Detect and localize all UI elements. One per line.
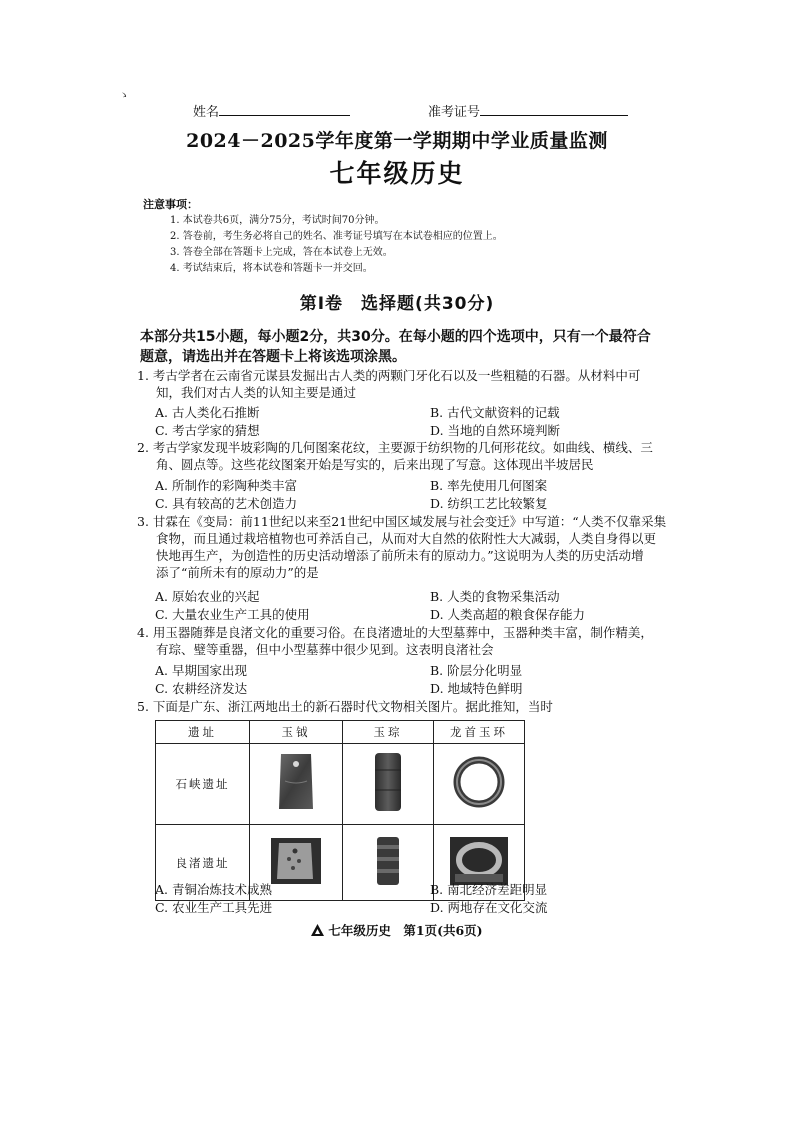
question-3-option-d[interactable]: D. 人类高超的粮食保存能力 <box>430 607 586 622</box>
dragon-jade-ring-image <box>434 744 525 825</box>
stem-line: 1. 考古学者在云南省元谋县发掘出古人类的两颗门牙化石以及一些粗糙的石器。从材料中可 <box>137 368 641 383</box>
relic-table <box>155 720 525 901</box>
question-5-option-a[interactable]: A. 青铜冶炼技术成熟 <box>155 882 272 897</box>
footer-text: 七年级历史 第1页(共6页) <box>328 923 483 938</box>
notes-title: 注意事项： <box>143 198 198 211</box>
stem-line: 添了“前所未有的原动力”的是 <box>156 565 319 580</box>
name-field <box>193 101 350 120</box>
question-4-option-a[interactable]: A. 早期国家出现 <box>155 663 247 678</box>
stem-line: 快地再生产，为创造性的历史活动增添了前所未有的原动力。”这说明为人类的历史活动增 <box>156 548 644 563</box>
question-2-option-b[interactable]: B. 率先使用几何图案 <box>430 478 548 493</box>
table-row <box>156 744 525 825</box>
question-3-option-a[interactable]: A. 原始农业的兴起 <box>155 589 260 604</box>
note-item: 4. 考试结束后，将本试卷和答题卡一并交回。 <box>170 263 373 274</box>
stem-line: 3. 甘霖在《变局：前11世纪以来至21世纪中国区域发展与社会变迁》中写道：“人类不仅靠采集 <box>137 514 667 529</box>
exam-id-blank[interactable] <box>480 102 628 116</box>
corner-mark: ゝ <box>118 88 131 102</box>
question-1-option-b[interactable]: B. 古代文献资料的记载 <box>430 405 560 420</box>
site-name: 良渚遗址 <box>156 825 250 901</box>
question-1-option-d[interactable]: D. 当地的自然环境判断 <box>430 423 561 438</box>
section-title: 第Ⅰ卷 选择题(共30分) <box>299 294 495 314</box>
table-header: 遗址 <box>156 721 250 744</box>
question-1-option-c[interactable]: C. 考古学家的猜想 <box>155 423 260 438</box>
stem-line: 4. 用玉器随葬是良渚文化的重要习俗。在良渚遗址的大型墓葬中，玉器种类丰富，制作精美， <box>137 625 653 640</box>
table-header: 龙首玉环 <box>434 721 525 744</box>
publisher-logo-icon <box>311 924 324 936</box>
question-2-option-c[interactable]: C. 具有较高的艺术创造力 <box>155 496 298 511</box>
page-footer <box>0 921 794 939</box>
question-4-option-d[interactable]: D. 地域特色鲜明 <box>430 681 523 696</box>
question-2-option-d[interactable]: D. 纺织工艺比较繁复 <box>430 496 548 511</box>
site-name: 石峡遗址 <box>156 744 250 825</box>
jade-cong-image <box>343 744 434 825</box>
note-item: 2. 答卷前，考生务必将自己的姓名、准考证号填写在本试卷相应的位置上。 <box>170 231 503 242</box>
jade-yue-image <box>250 744 343 825</box>
table-header: 玉钺 <box>250 721 343 744</box>
question-5-option-b[interactable]: B. 南北经济差距明显 <box>430 882 548 897</box>
subject-title: 七年级历史 <box>329 159 465 188</box>
stem-line: 有琮、璧等重器，但中小型墓葬中很少见到。这表明良渚社会 <box>156 642 494 657</box>
question-5-option-d[interactable]: D. 两地存在文化交流 <box>430 900 548 915</box>
question-2-option-a[interactable]: A. 所制作的彩陶种类丰富 <box>155 478 297 493</box>
stem-line: 5. 下面是广东、浙江两地出土的新石器时代文物相关图片。据此推知，当时 <box>137 699 553 714</box>
question-4-stem <box>137 624 672 658</box>
section-intro-line: 本部分共15小题，每小题2分，共30分。在每小题的四个选项中，只有一个最符合 <box>140 329 651 345</box>
question-5-option-c[interactable]: C. 农业生产工具先进 <box>155 900 273 915</box>
stem-line: 食物，而且通过栽培植物也可养活自己，从而对大自然的依附性大大减弱，人类自身得以更 <box>156 531 657 546</box>
stem-line: 角、圆点等。这些花纹图案开始是写实的，后来出现了写意。这体现出半坡居民 <box>156 457 594 472</box>
question-4-option-c[interactable]: C. 农耕经济发达 <box>155 681 248 696</box>
jade-cong-image <box>343 825 434 901</box>
question-1-option-a[interactable]: A. 古人类化石推断 <box>155 405 260 420</box>
question-4-option-b[interactable]: B. 阶层分化明显 <box>430 663 523 678</box>
name-blank[interactable] <box>219 102 350 116</box>
exam-id-label: 准考证号 <box>428 105 481 120</box>
note-item: 1. 本试卷共6页，满分75分，考试时间70分钟。 <box>170 215 385 226</box>
question-2-stem <box>137 439 672 473</box>
section-intro-line: 题意，请选出并在答题卡上将该选项涂黑。 <box>140 349 406 365</box>
question-1-stem <box>137 367 672 401</box>
question-5-stem <box>137 698 672 715</box>
stem-line: 知，我们对古人类的认知主要是通过 <box>156 385 357 400</box>
table-header: 玉琮 <box>343 721 434 744</box>
exam-id-field <box>428 101 628 120</box>
question-3-stem <box>137 513 672 581</box>
question-3-option-b[interactable]: B. 人类的食物采集活动 <box>430 589 560 604</box>
note-item: 3. 答卷全部在答题卡上完成，答在本试卷上无效。 <box>170 247 393 258</box>
question-3-option-c[interactable]: C. 大量农业生产工具的使用 <box>155 607 310 622</box>
stem-line: 2. 考古学家发现半坡彩陶的几何图案花纹，主要源于纺织物的几何形花纹。如曲线、横线、三 <box>137 440 653 455</box>
exam-title: 2024－2025学年度第一学期期中学业质量监测 <box>186 130 608 152</box>
name-label: 姓名 <box>193 105 220 120</box>
